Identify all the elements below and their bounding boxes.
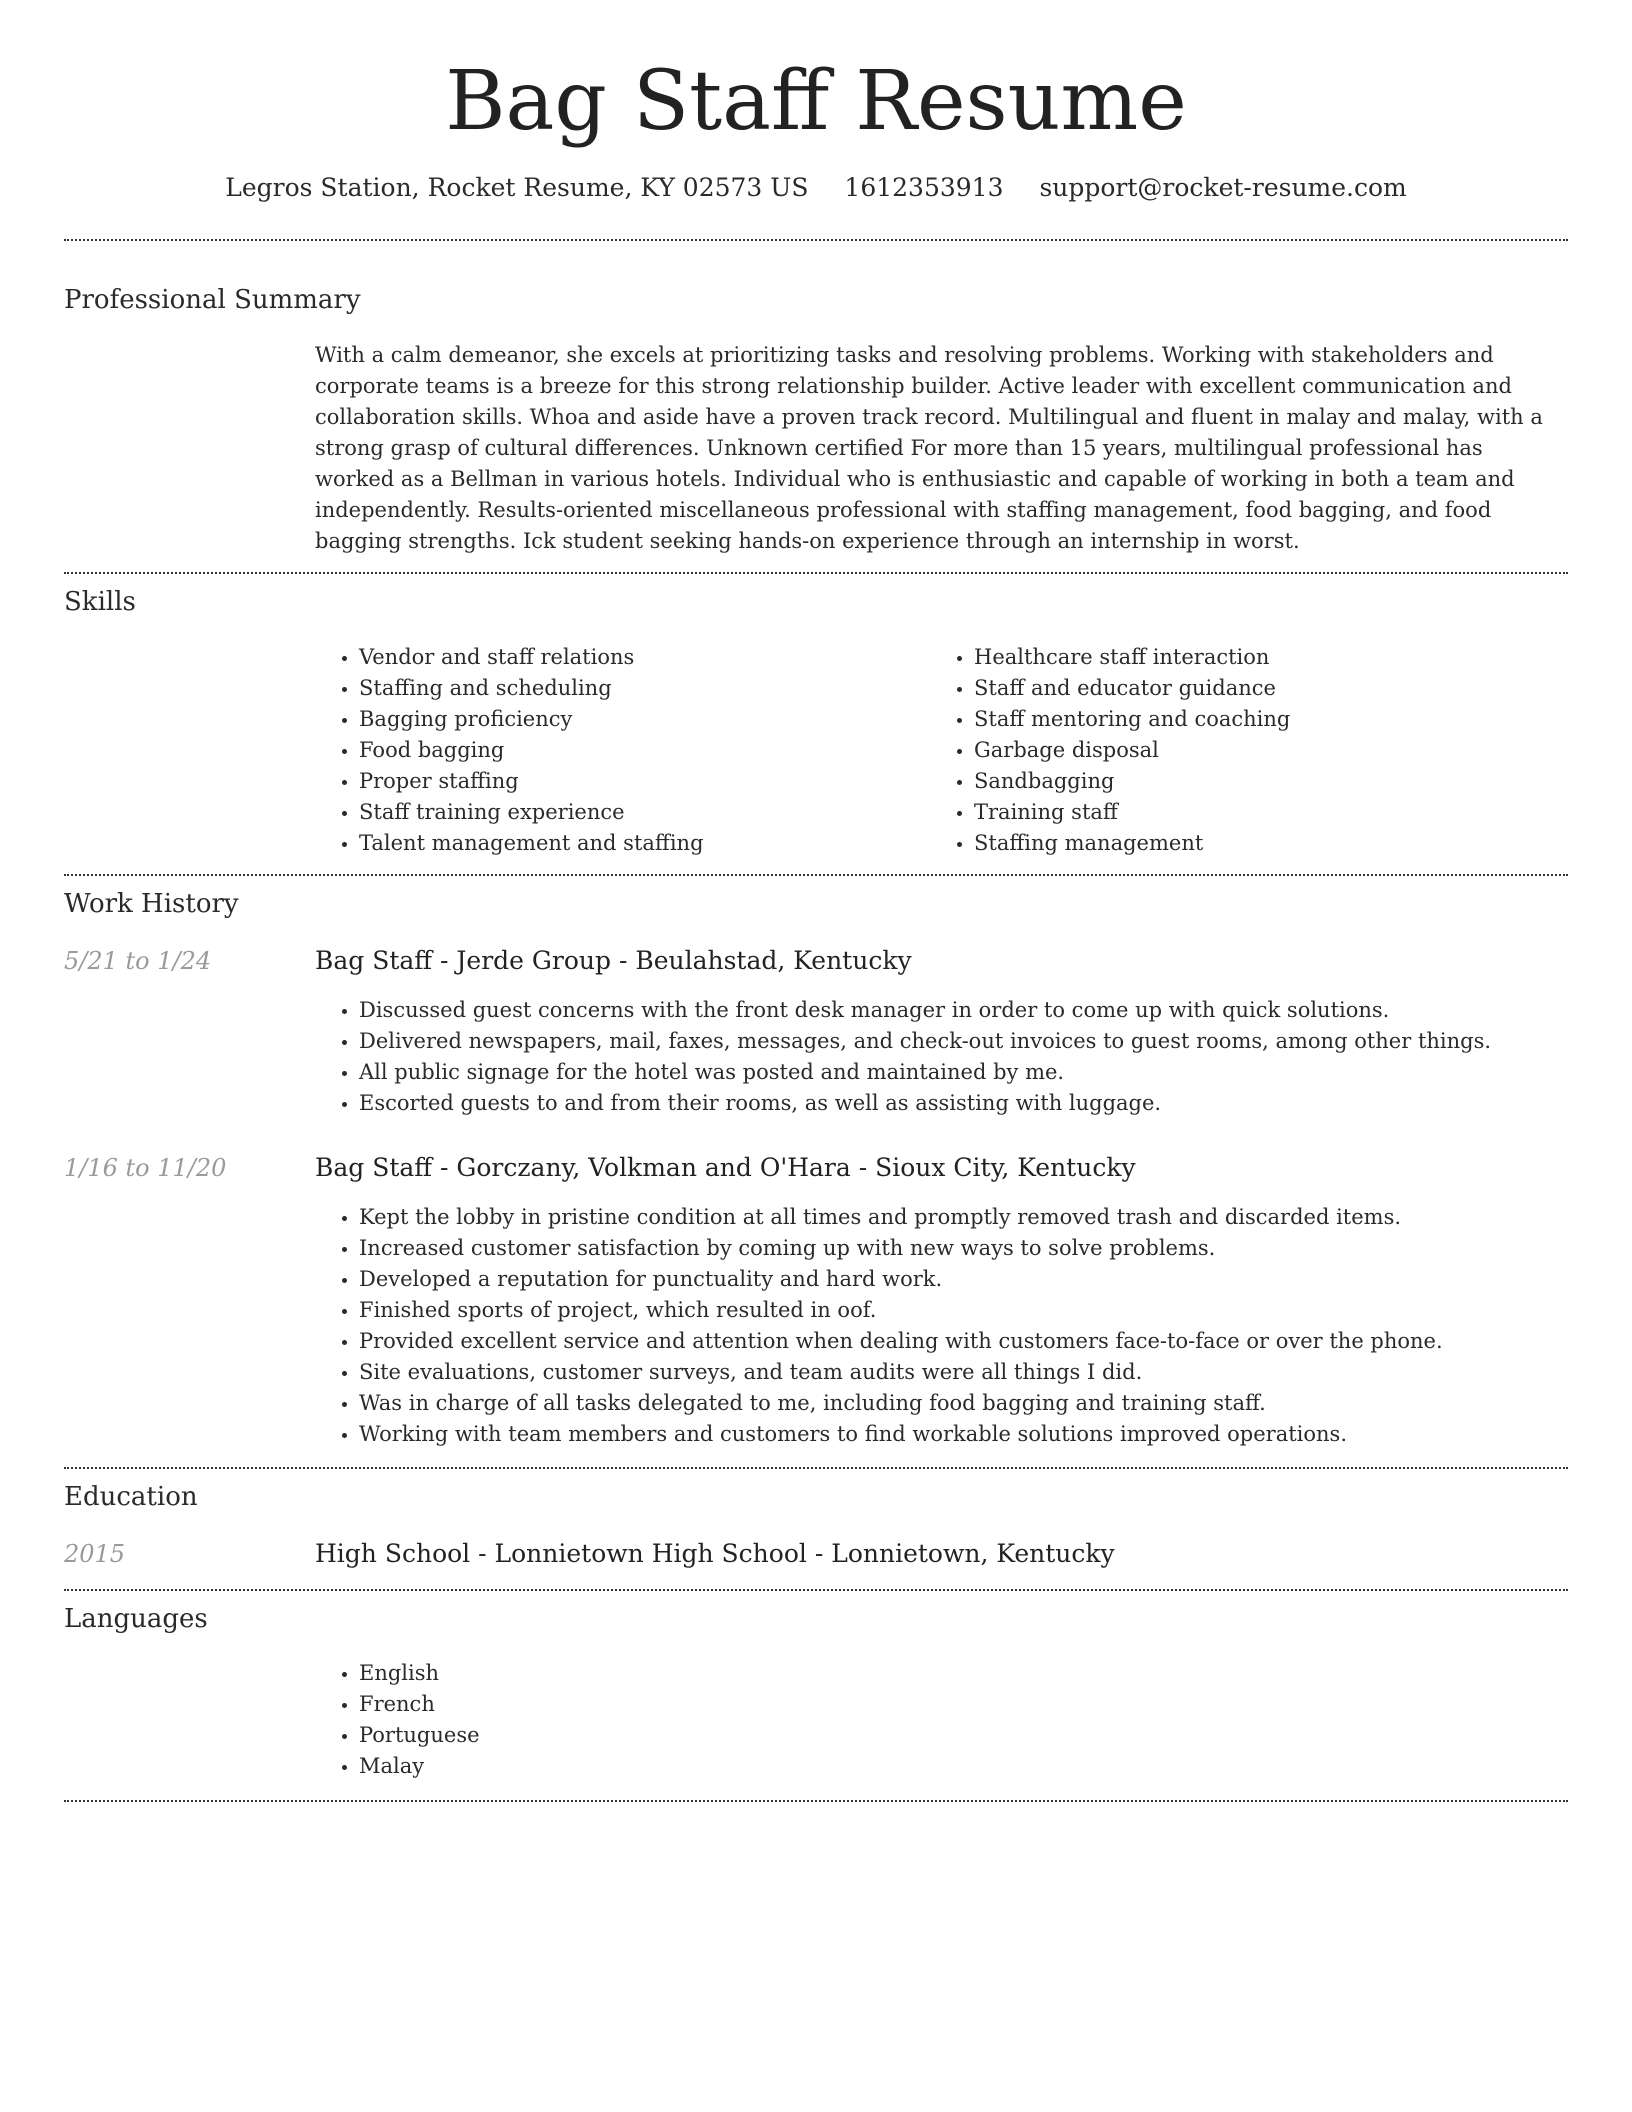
job-dates: 1/16 to 11/20 xyxy=(64,1154,227,1182)
list-item: • Staffing management xyxy=(974,828,1530,859)
divider xyxy=(64,1589,1568,1591)
job-heading: Bag Staff - Jerde Group - Beulahstad, Kentucky xyxy=(315,946,912,975)
contact-email: support@rocket-resume.com xyxy=(1039,173,1407,202)
list-item: • Provided excellent service and attention when dealing with customers face-to-face or over the phone. xyxy=(359,1326,1560,1357)
section-title-education: Education xyxy=(64,1482,198,1512)
education-heading: High School - Lonnietown High School - Lonnietown, Kentucky xyxy=(315,1539,1115,1568)
languages-list xyxy=(315,1658,1560,1782)
list-item: • Discussed guest concerns with the front desk manager in order to come up with quick solutions. xyxy=(359,995,1560,1026)
list-item: • Malay xyxy=(359,1751,1560,1782)
list-item: • Was in charge of all tasks delegated to me, including food bagging and training staff. xyxy=(359,1388,1560,1419)
section-title-languages: Languages xyxy=(64,1604,208,1634)
section-title-skills: Skills xyxy=(64,587,136,617)
list-item: • Healthcare staff interaction xyxy=(974,642,1530,673)
list-item: • Staffing and scheduling xyxy=(359,673,915,704)
list-item: • French xyxy=(359,1689,1560,1720)
list-item: • Food bagging xyxy=(359,735,915,766)
list-item: • Increased customer satisfaction by coming up with new ways to solve problems. xyxy=(359,1233,1560,1264)
list-item: • Bagging proficiency xyxy=(359,704,915,735)
job-bullets xyxy=(315,1202,1560,1450)
list-item: • Proper staffing xyxy=(359,766,915,797)
summary-text: With a calm demeanor, she excels at prioritizing tasks and resolving problems. Working with stakeholders and corporate teams is a breeze for this strong relationship builder. Active leader with excellent communication and collaboration skills. Whoa and aside have a proven track record. Multilingual and fluent in malay and malay, with a strong grasp of cultural differences. Unknown certified For more than 15 years, multilingual professional has worked as a Bellman in various hotels. Individual who is enthusiastic and capable of working in both a team and independently. Results-oriented miscellaneous professional with staffing management, food bagging, and food bagging strengths. Ick student seeking hands-on experience through an internship in worst. xyxy=(315,343,1543,553)
section-title-summary: Professional Summary xyxy=(64,285,361,315)
education-year: 2015 xyxy=(64,1540,126,1568)
list-item: • English xyxy=(359,1658,1560,1689)
divider xyxy=(64,239,1568,241)
list-item: • Talent management and staffing xyxy=(359,828,915,859)
list-item: • Delivered newspapers, mail, faxes, messages, and check-out invoices to guest rooms, among other things. xyxy=(359,1026,1560,1057)
list-item: • Developed a reputation for punctuality and hard work. xyxy=(359,1264,1560,1295)
list-item: • Escorted guests to and from their rooms, as well as assisting with luggage. xyxy=(359,1088,1560,1119)
list-item: • Garbage disposal xyxy=(974,735,1530,766)
resume-title: Bag Staff Resume xyxy=(445,54,1187,149)
skills-list-right xyxy=(930,642,1530,859)
list-item: • Sandbagging xyxy=(974,766,1530,797)
job-heading: Bag Staff - Gorczany, Volkman and O'Hara - Sioux City, Kentucky xyxy=(315,1153,1136,1182)
list-item: • Portuguese xyxy=(359,1720,1560,1751)
divider xyxy=(64,572,1568,574)
skills-list-left xyxy=(315,642,915,859)
list-item: • Kept the lobby in pristine condition at all times and promptly removed trash and discarded items. xyxy=(359,1202,1560,1233)
list-item: • Finished sports of project, which resulted in oof. xyxy=(359,1295,1560,1326)
list-item: • Staff and educator guidance xyxy=(974,673,1530,704)
list-item: • Working with team members and customers to find workable solutions improved operations. xyxy=(359,1419,1560,1450)
job-dates: 5/21 to 1/24 xyxy=(64,947,212,975)
contact-phone: 1612353913 xyxy=(844,173,1004,202)
contact-address: Legros Station, Rocket Resume, KY 02573 US xyxy=(225,173,809,202)
list-item: • Training staff xyxy=(974,797,1530,828)
divider xyxy=(64,874,1568,876)
divider xyxy=(64,1800,1568,1802)
job-bullets xyxy=(315,995,1560,1119)
contact-line xyxy=(0,170,1632,206)
list-item: • Staff training experience xyxy=(359,797,915,828)
list-item: • Vendor and staff relations xyxy=(359,642,915,673)
divider xyxy=(64,1467,1568,1469)
list-item: • Staff mentoring and coaching xyxy=(974,704,1530,735)
list-item: • Site evaluations, customer surveys, and team audits were all things I did. xyxy=(359,1357,1560,1388)
list-item: • All public signage for the hotel was posted and maintained by me. xyxy=(359,1057,1560,1088)
section-title-work-history: Work History xyxy=(64,889,239,919)
